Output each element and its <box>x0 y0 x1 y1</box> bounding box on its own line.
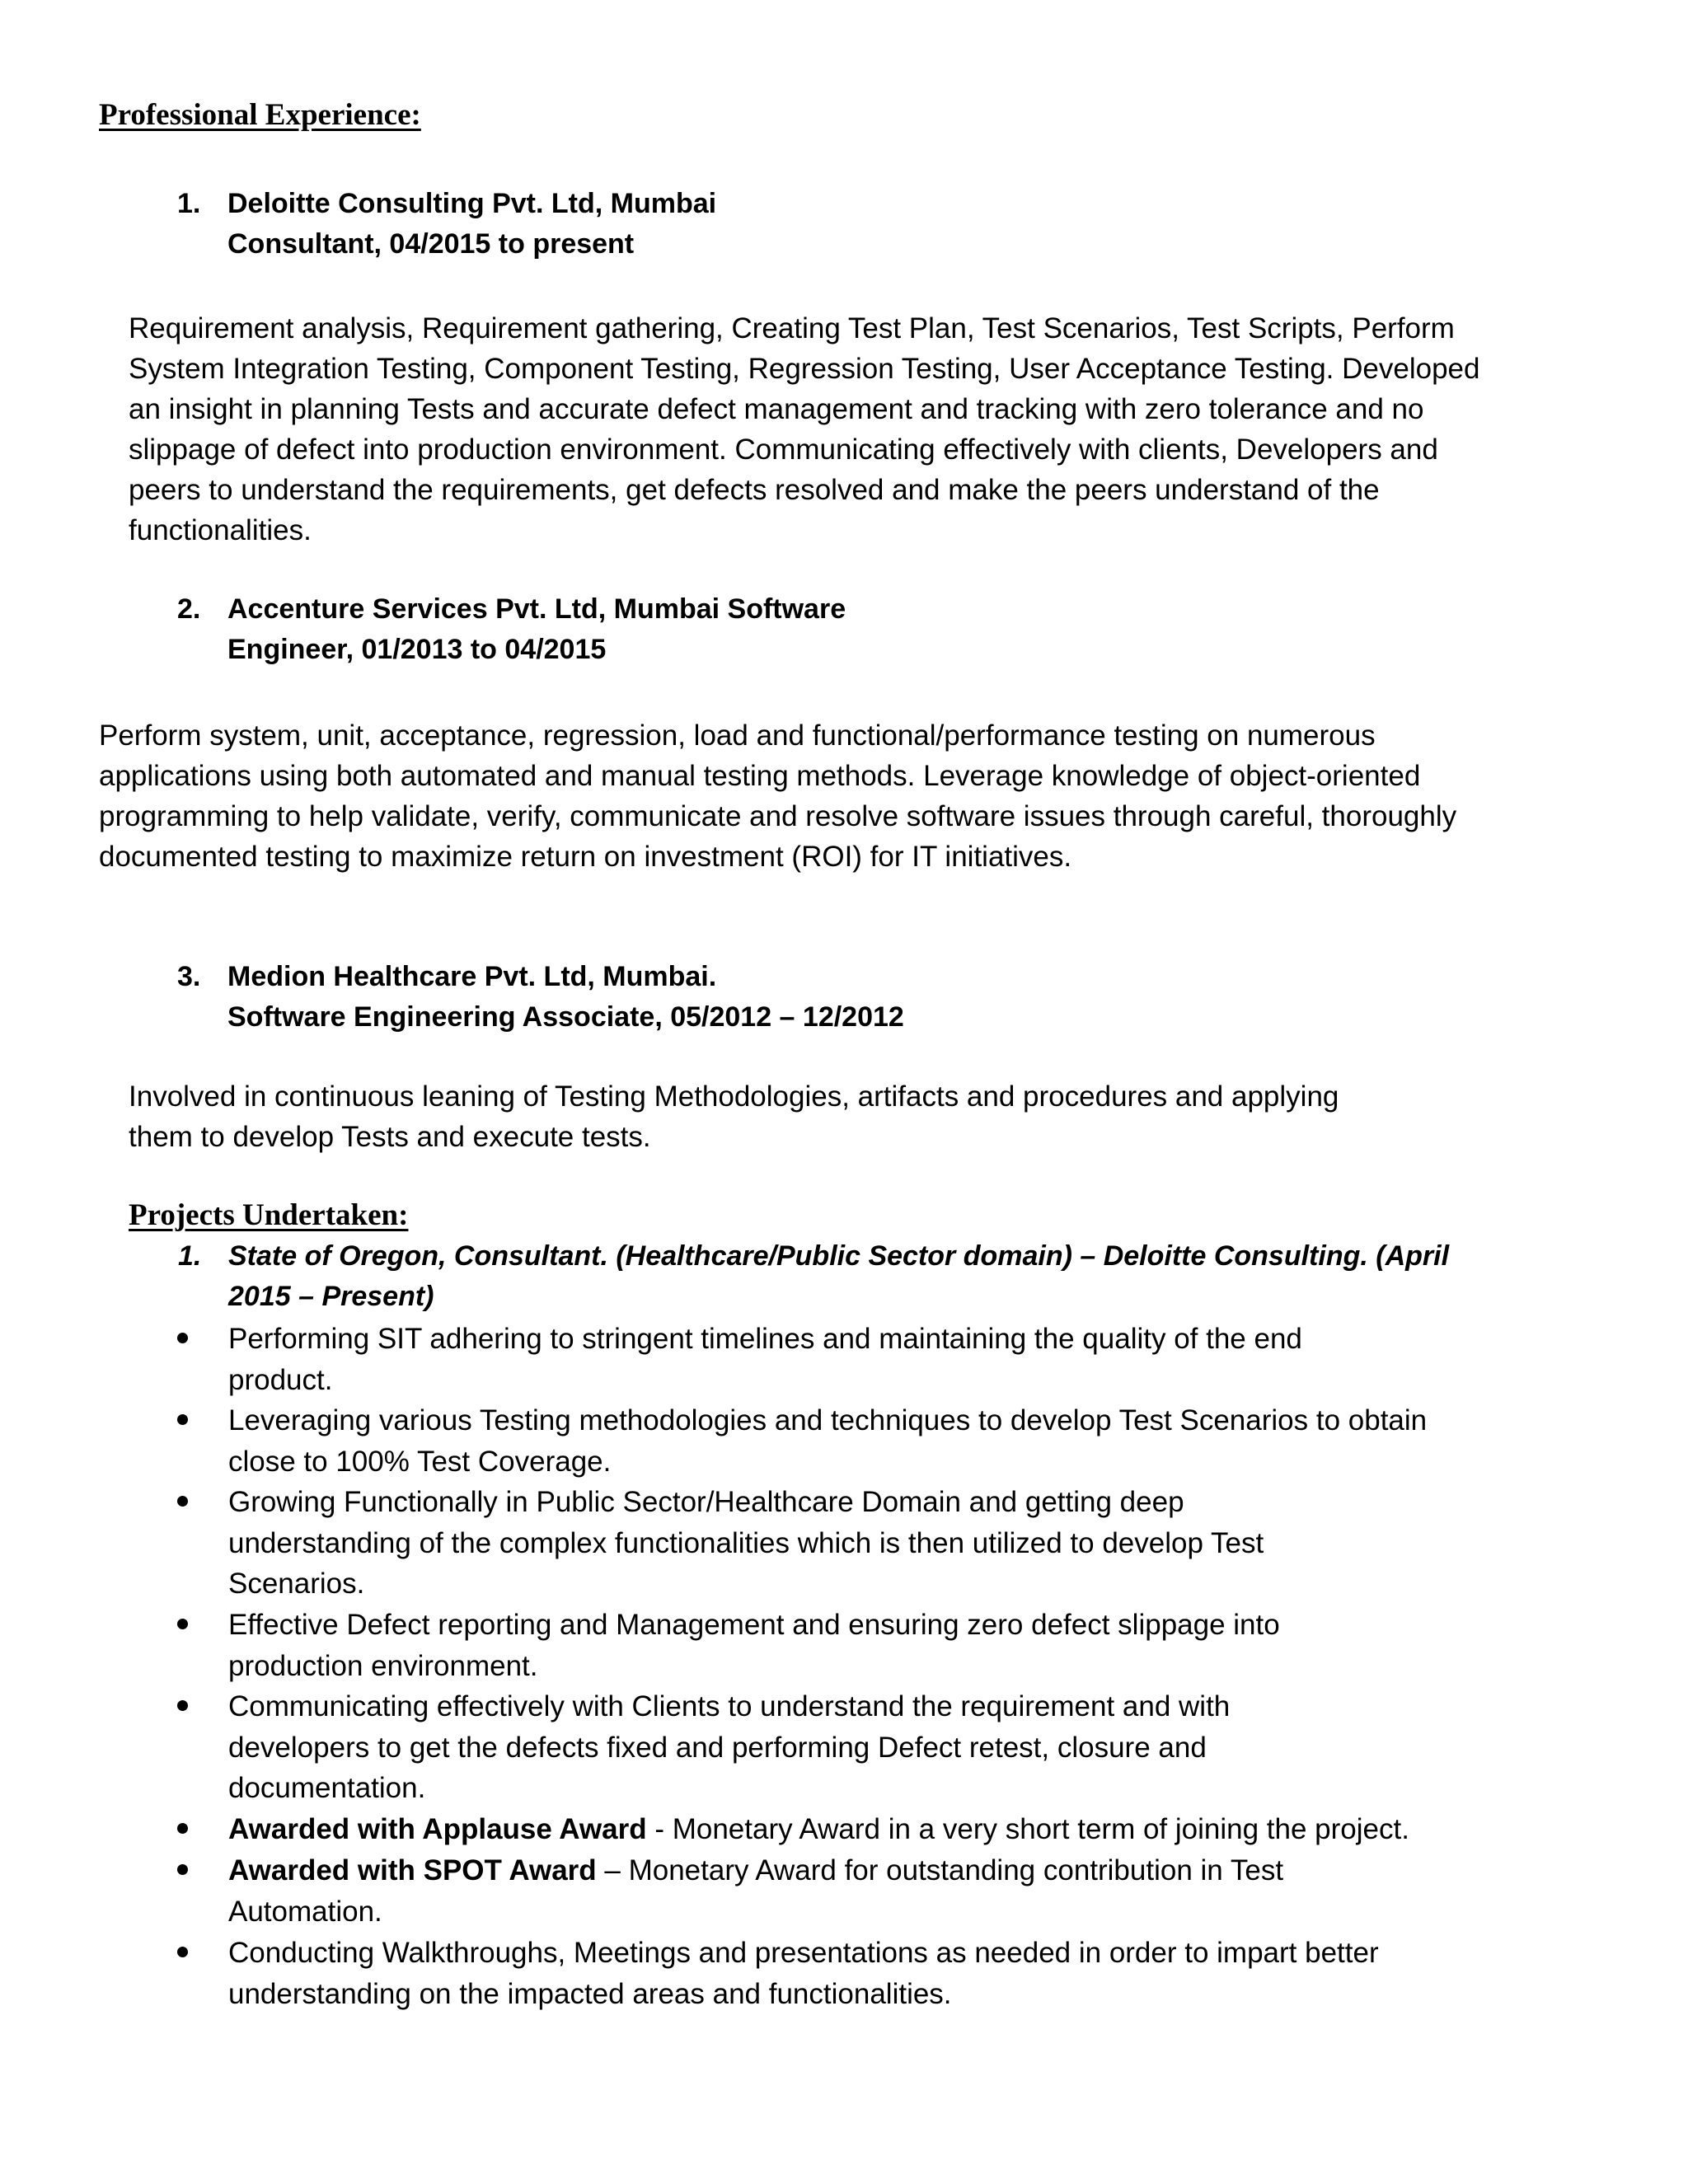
bullet-text-line: understanding on the impacted areas and functionalities. <box>228 1977 952 2010</box>
award-description: – Monetary Award for outstanding contribution in Test <box>596 1854 1284 1886</box>
bullet-text-line: Effective Defect reporting and Management and ensuring zero defect slippage into <box>228 1609 1280 1641</box>
job-1-description-line: an insight in planning Tests and accurate defect management and tracking with zero tolerance and no <box>129 393 1424 425</box>
bullet-icon <box>177 1496 188 1507</box>
job-2-description-line: Perform system, unit, acceptance, regression, load and functional/performance testing on numerous <box>99 719 1376 752</box>
bullet-text-line: product. <box>228 1363 333 1396</box>
job-2-title: Engineer, 01/2013 to 04/2015 <box>227 634 607 665</box>
award-name: Awarded with SPOT Award <box>228 1854 597 1886</box>
job-3-description-line: them to develop Tests and execute tests. <box>129 1121 651 1153</box>
professional-experience-heading: Professional Experience: <box>99 98 421 132</box>
job-3-description-line: Involved in continuous leaning of Testing Methodologies, artifacts and procedures and applying <box>129 1080 1339 1113</box>
job-2-description <box>99 715 1456 877</box>
job-2-company: Accenture Services Pvt. Ltd, Mumbai Software <box>227 593 846 625</box>
job-1-company: Deloitte Consulting Pvt. Ltd, Mumbai <box>227 188 717 219</box>
job-1-title: Consultant, 04/2015 to present <box>227 228 635 260</box>
bullet-text-line: Automation. <box>228 1895 382 1928</box>
job-2-description-line: applications using both automated and manual testing methods. Leverage knowledge of object-oriented <box>99 760 1421 792</box>
bullet-text-line: production environment. <box>228 1649 538 1682</box>
bullet-text-line: Communicating effectively with Clients to understand the requirement and with <box>228 1690 1231 1722</box>
job-1-description-line: peers to understand the requirements, get defects resolved and make the peers understand of the <box>129 474 1380 506</box>
bullet-text-line: Leveraging various Testing methodologies and techniques to develop Test Scenarios to obtain <box>228 1404 1428 1436</box>
bullet-text-line <box>228 1850 1283 1891</box>
job-2-description-line: documented testing to maximize return on investment (ROI) for IT initiatives. <box>99 841 1072 873</box>
bullet-icon <box>177 1823 188 1834</box>
bullet-icon <box>177 1700 188 1711</box>
project-1-dates: 2015 – Present) <box>228 1281 434 1312</box>
job-1-description-line: slippage of defect into production environment. Communicating effectively with clients, Developers and <box>129 434 1438 466</box>
job-3-description <box>129 1076 1339 1157</box>
bullet-icon <box>177 1333 188 1343</box>
award-name: Awarded with Applause Award <box>228 1813 647 1845</box>
bullet-text-line: developers to get the defects fixed and performing Defect retest, closure and <box>228 1731 1207 1764</box>
bullet-text-line <box>228 1809 1409 1850</box>
job-3-company: Medion Healthcare Pvt. Ltd, Mumbai. <box>227 961 717 992</box>
job-1-number: 1. <box>177 188 201 219</box>
project-1-title: State of Oregon, Consultant. (Healthcare/Public Sector domain) – Deloitte Consulting. (April <box>228 1240 1450 1272</box>
job-1-description-line: System Integration Testing, Component Testing, Regression Testing, User Acceptance Testing. Developed <box>129 353 1480 385</box>
bullet-icon <box>177 1947 188 1957</box>
bullet-text-line: understanding of the complex functionalities which is then utilized to develop Test <box>228 1526 1264 1559</box>
bullet-text-line: Growing Functionally in Public Sector/Healthcare Domain and getting deep <box>228 1486 1184 1518</box>
projects-undertaken-heading: Projects Undertaken: <box>129 1198 409 1232</box>
job-3-number: 3. <box>177 961 201 992</box>
bullet-text-line: close to 100% Test Coverage. <box>228 1445 612 1478</box>
bullet-text-line: Scenarios. <box>228 1568 365 1600</box>
bullet-icon <box>177 1864 188 1875</box>
job-1-description <box>129 308 1479 551</box>
bullet-text-line: documentation. <box>228 1772 426 1804</box>
job-1-description-line: Requirement analysis, Requirement gathering, Creating Test Plan, Test Scenarios, Test Scripts, Perform <box>129 312 1455 344</box>
job-1-description-line: functionalities. <box>129 514 312 546</box>
award-description: - Monetary Award in a very short term of joining the project. <box>646 1813 1409 1845</box>
job-3-title: Software Engineering Associate, 05/2012 – 12/2012 <box>227 1001 904 1033</box>
bullet-icon <box>177 1414 188 1425</box>
job-2-number: 2. <box>177 593 201 625</box>
bullet-icon <box>177 1619 188 1629</box>
bullet-text-line: Performing SIT adhering to stringent timelines and maintaining the quality of the end <box>228 1323 1302 1355</box>
project-1-number: 1. <box>178 1240 202 1272</box>
job-2-description-line: programming to help validate, verify, communicate and resolve software issues through careful, thoroughly <box>99 800 1457 832</box>
bullet-text-line: Conducting Walkthroughs, Meetings and presentations as needed in order to impart better <box>228 1937 1379 1969</box>
